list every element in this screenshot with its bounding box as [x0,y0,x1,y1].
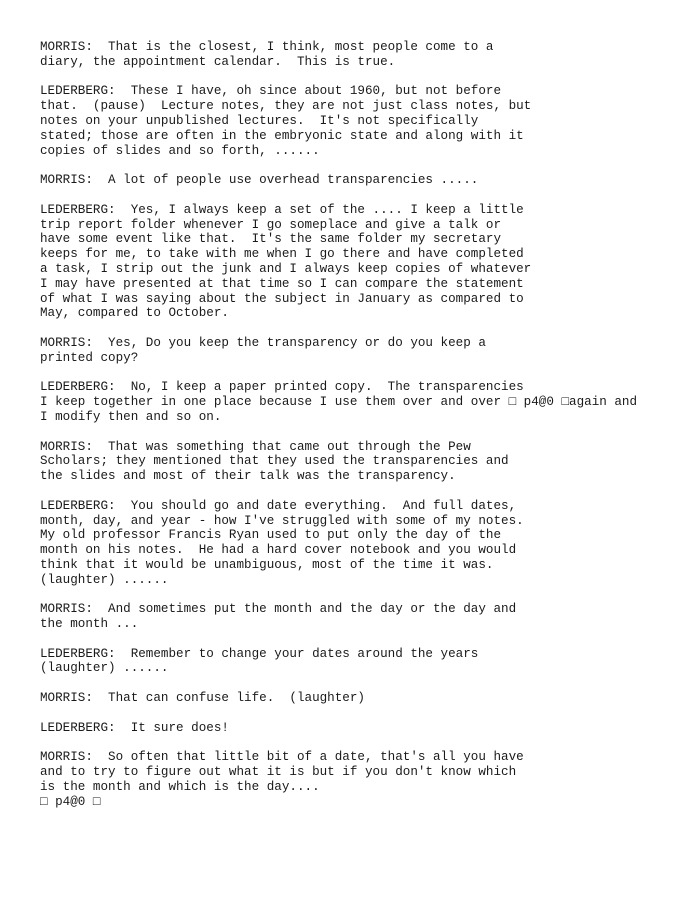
lederberg-paragraph: LEDERBERG: Remember to change your dates around the years (laughter) ...... [40,646,479,676]
morris-paragraph: MORRIS: So often that little bit of a date, that's all you have and to try to figure out what it is but if you don't know which is the month and which is the day.... □ p4@0 □ [40,750,524,809]
morris-paragraph: MORRIS: Yes, Do you keep the transparency or do you keep a printed copy? [40,335,486,365]
morris-paragraph: MORRIS: A lot of people use overhead transparencies ..... [40,173,479,188]
transcript-page [40,40,690,824]
lederberg-paragraph: LEDERBERG: You should go and date everything. And full dates, month, day, and year - how I've struggled with some of my notes. My old professor Francis Ryan used to put only the day of the month on his notes. He had a hard cover notebook and you would think that it would be unambiguous, most of the time it was. (laughter) ...... [40,498,524,587]
lederberg-paragraph: LEDERBERG: Yes, I always keep a set of the .... I keep a little trip report folder whenever I go someplace and give a talk or have some event like that. It's the same folder my secretary keeps for me, to take with me when I go there and have completed a task, I strip out the junk and I always keep copies of whatever I may have presented at that time so I can compare the statement of what I was saying about the subject in January as compared to May, compared to October. [40,202,532,321]
morris-paragraph: MORRIS: And sometimes put the month and the day or the day and the month ... [40,602,517,632]
morris-paragraph: MORRIS: That can confuse life. (laughter) [40,691,365,706]
lederberg-paragraph: LEDERBERG: These I have, oh since about 1960, but not before that. (pause) Lecture notes, they are not just class notes, but notes on your unpublished lectures. It's not specifically stated; those are often in the embryonic state and along with it copies of slides and so forth, ...... [40,84,532,158]
lederberg-paragraph: LEDERBERG: It sure does! [40,720,229,735]
lederberg-paragraph: LEDERBERG: No, I keep a paper printed copy. The transparencies I keep together in one place because I use them over and over □ p4@0 □again and I modify then and so on. [40,380,638,424]
morris-paragraph: MORRIS: That is the closest, I think, most people come to a diary, the appointment calendar. This is true. [40,40,494,69]
morris-paragraph: MORRIS: That was something that came out through the Pew Scholars; they mentioned that they used the transparencies and the slides and most of their talk was the transparency. [40,439,509,484]
